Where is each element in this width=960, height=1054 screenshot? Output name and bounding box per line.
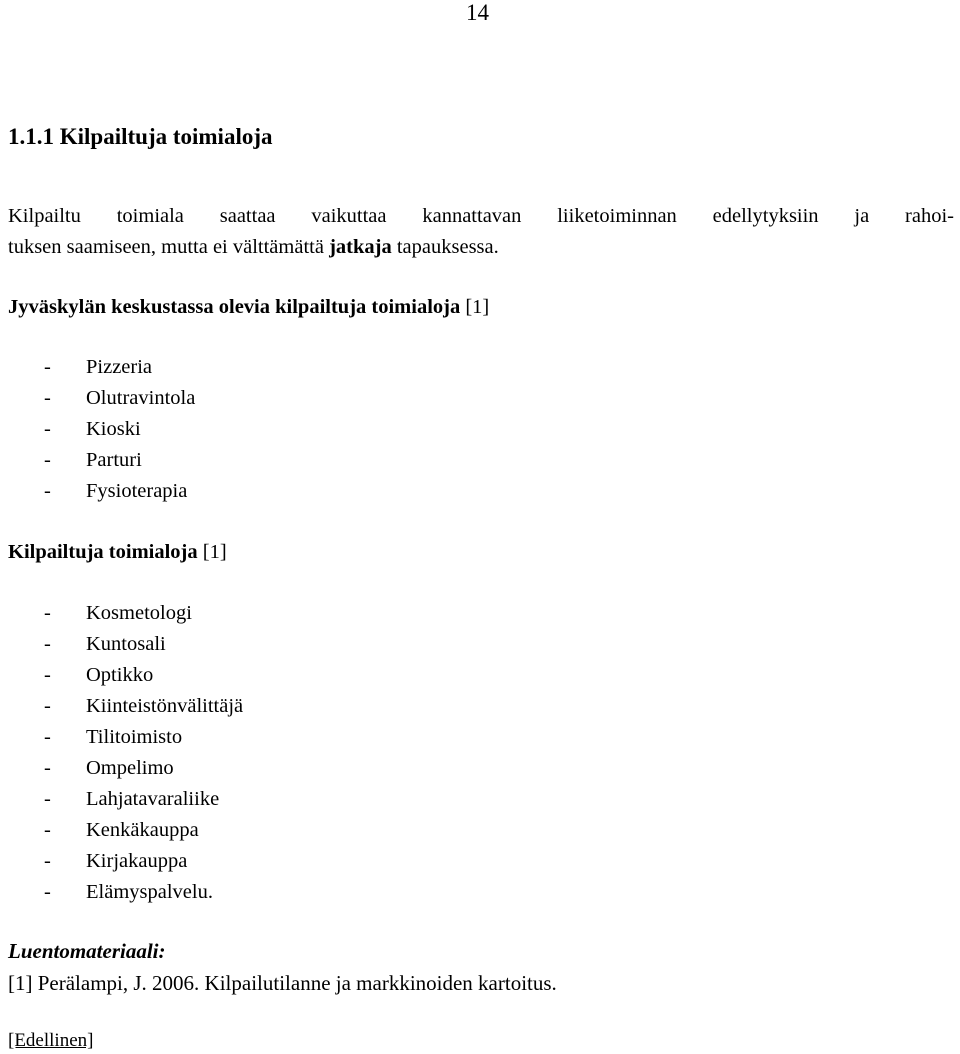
list-item bbox=[8, 414, 195, 445]
list-item bbox=[8, 846, 243, 877]
list-item bbox=[8, 691, 243, 722]
list-item-label: Kioski bbox=[86, 418, 141, 440]
list-item-label: Elämyspalvelu. bbox=[86, 881, 213, 903]
list-dash: - bbox=[44, 881, 51, 903]
list-item-label: Optikko bbox=[86, 664, 154, 686]
list-item-label: Fysioterapia bbox=[86, 480, 188, 502]
list-dash: - bbox=[44, 449, 51, 471]
group2-ref: [1] bbox=[197, 541, 227, 563]
list-item bbox=[8, 445, 195, 476]
list-item bbox=[8, 476, 195, 507]
list-item-label: Kirjakauppa bbox=[86, 850, 188, 872]
list-dash: - bbox=[44, 664, 51, 686]
intro-paragraph bbox=[8, 201, 954, 263]
group1-title-text: Jyväskylän keskustassa olevia kilpailtuja toimialoja bbox=[8, 296, 461, 318]
list-dash: - bbox=[44, 418, 51, 440]
list-item bbox=[8, 660, 243, 691]
list-item-label: Olutravintola bbox=[86, 387, 196, 409]
list-item-label: Lahjatavaraliike bbox=[86, 788, 220, 810]
page-number: 14 bbox=[466, 0, 489, 25]
list-item-label: Pizzeria bbox=[86, 356, 153, 378]
paragraph-line-2-end: tapauksessa. bbox=[391, 236, 499, 258]
list-dash: - bbox=[44, 757, 51, 779]
lecture-material-title: Luentomateriaali: bbox=[8, 939, 166, 963]
list-item-label: Kenkäkauppa bbox=[86, 819, 199, 841]
paragraph-line-2-start: tuksen saamiseen, mutta ei välttämättä bbox=[8, 236, 330, 258]
list-item-label: Kiinteistönvälittäjä bbox=[86, 695, 244, 717]
paragraph-bold-word: jatkaja bbox=[329, 236, 392, 258]
list-item bbox=[8, 753, 243, 784]
list-item bbox=[8, 784, 243, 815]
list-item bbox=[8, 598, 243, 629]
list-dash: - bbox=[44, 633, 51, 655]
list-dash: - bbox=[44, 480, 51, 502]
list-dash: - bbox=[44, 850, 51, 872]
group2-list bbox=[8, 598, 243, 908]
list-dash: - bbox=[44, 695, 51, 717]
list-dash: - bbox=[44, 726, 51, 748]
list-item-label: Kosmetologi bbox=[86, 602, 192, 624]
list-dash: - bbox=[44, 387, 51, 409]
list-item bbox=[8, 383, 195, 414]
list-item-label: Tilitoimisto bbox=[86, 726, 183, 748]
list-dash: - bbox=[44, 819, 51, 841]
list-dash: - bbox=[44, 356, 51, 378]
section-heading: 1.1.1 Kilpailtuja toimialoja bbox=[8, 124, 273, 149]
list-item-label: Ompelimo bbox=[86, 757, 174, 779]
group1-list bbox=[8, 352, 195, 507]
list-dash: - bbox=[44, 602, 51, 624]
list-item bbox=[8, 352, 195, 383]
group1-ref: [1] bbox=[460, 296, 490, 318]
group1-title bbox=[8, 293, 489, 321]
previous-link[interactable]: [Edellinen] bbox=[8, 1030, 94, 1051]
group2-title-text: Kilpailtuja toimialoja bbox=[8, 541, 198, 563]
list-item bbox=[8, 629, 243, 660]
reference-entry: [1] Perälampi, J. 2006. Kilpailutilanne ja markkinoiden kartoitus. bbox=[8, 971, 557, 995]
group2-title bbox=[8, 538, 227, 566]
list-item-label: Kuntosali bbox=[86, 633, 166, 655]
list-item bbox=[8, 815, 243, 846]
paragraph-line-2 bbox=[8, 232, 954, 263]
list-dash: - bbox=[44, 788, 51, 810]
list-item bbox=[8, 877, 243, 908]
list-item-label: Parturi bbox=[86, 449, 142, 471]
list-item bbox=[8, 722, 243, 753]
paragraph-line-1: Kilpailtu toimiala saattaa vaikuttaa kannattavan liiketoiminnan edellytyksiin ja rahoi- bbox=[8, 205, 954, 227]
